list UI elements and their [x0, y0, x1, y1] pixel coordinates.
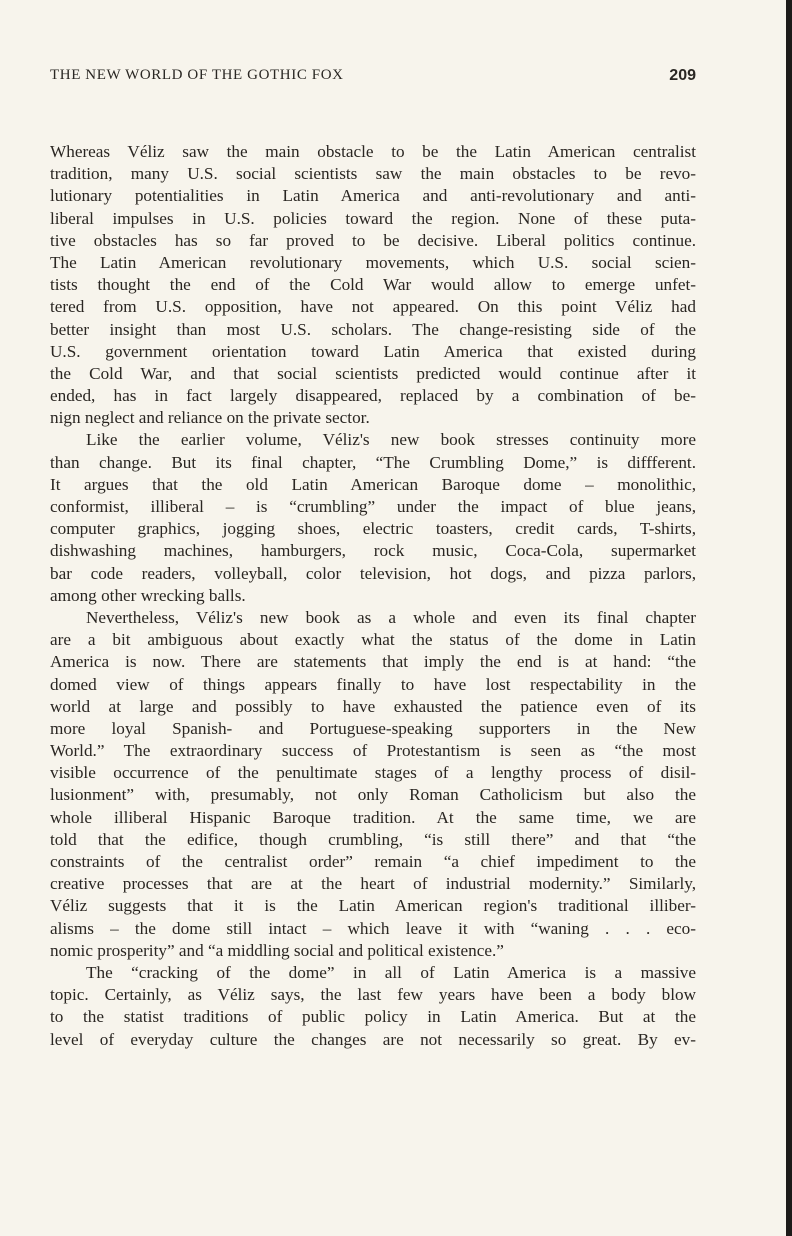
text-line: whole illiberal Hispanic Baroque tradition. At the same time, we are	[50, 807, 696, 827]
text-line: lutionary potentialities in Latin America and anti-revolutionary and anti-	[50, 186, 696, 206]
text-line: world at large and possibly to have exhausted the patience even of its	[50, 696, 696, 716]
text-line: nomic prosperity” and “a middling social and political existence.”	[50, 940, 504, 960]
paragraph-2	[50, 429, 696, 607]
text-line: more loyal Spanish- and Portuguese-speaking supporters in the New	[50, 718, 696, 738]
text-line: alisms – the dome still intact – which leave it with “waning . . . eco-	[50, 918, 696, 938]
text-line: to the statist traditions of public policy in Latin America. But at the	[50, 1007, 696, 1027]
text-line: among other wrecking balls.	[50, 585, 246, 605]
running-head-title: THE NEW WORLD OF THE GOTHIC FOX	[50, 67, 344, 83]
paragraph-4	[50, 962, 696, 1051]
text-line: told that the edifice, though crumbling, “is still there” and that “the	[50, 829, 696, 849]
paragraph-1	[50, 141, 696, 429]
text-line: conformist, illiberal – is “crumbling” under the impact of blue jeans,	[50, 497, 696, 516]
text-line: Like the earlier volume, Véliz's new book stresses continuity more	[86, 430, 696, 450]
text-line: nign neglect and reliance on the private sector.	[50, 408, 370, 428]
text-line: domed view of things appears finally to have lost respectability in the	[50, 674, 696, 694]
text-line: The “cracking of the dome” in all of Latin America is a massive	[86, 962, 696, 982]
text-line: tradition, many U.S. social scientists saw the main obstacles to be revo-	[50, 164, 696, 184]
running-head	[50, 67, 696, 89]
text-line: topic. Certainly, as Véliz says, the last few years have been a body blow	[50, 985, 696, 1005]
text-line: lusionment” with, presumably, not only Roman Catholicism but also the	[50, 785, 696, 805]
text-line: liberal impulses in U.S. policies toward the region. None of these puta-	[50, 208, 696, 228]
text-line: computer graphics, jogging shoes, electric toasters, credit cards, T-shirts,	[50, 519, 696, 539]
text-line: tive obstacles has so far proved to be decisive. Liberal politics continue.	[50, 230, 696, 250]
text-line: the Cold War, and that social scientists predicted would continue after it	[50, 363, 696, 383]
text-line: better insight than most U.S. scholars. The change-resisting side of the	[50, 319, 696, 339]
text-line: bar code readers, volleyball, color television, hot dogs, and pizza parlors,	[50, 563, 696, 583]
text-line: The Latin American revolutionary movements, which U.S. social scien-	[50, 252, 696, 272]
text-line: tered from U.S. opposition, have not appeared. On this point Véliz had	[50, 297, 696, 317]
text-line: World.” The extraordinary success of Protestantism is seen as “the most	[50, 741, 696, 761]
text-line: visible occurrence of the penultimate stages of a lengthy process of disil-	[50, 763, 696, 783]
text-line: Whereas Véliz saw the main obstacle to be the Latin American centralist	[50, 142, 696, 161]
body-text	[50, 141, 696, 1051]
text-line: Véliz suggests that it is the Latin American region's traditional illiber-	[50, 896, 696, 916]
text-line: are a bit ambiguous about exactly what the status of the dome in Latin	[50, 630, 696, 650]
text-line: tists thought the end of the Cold War would allow to emerge unfet-	[50, 275, 696, 295]
text-line: level of everyday culture the changes are not necessarily so great. By ev-	[50, 1029, 696, 1049]
text-line: It argues that the old Latin American Baroque dome – monolithic,	[50, 474, 696, 494]
text-line: U.S. government orientation toward Latin America that existed during	[50, 341, 696, 361]
page-edge	[786, 0, 792, 1236]
paragraph-3	[50, 607, 696, 962]
page-number: 209	[669, 67, 696, 84]
text-line: ended, has in fact largely disappeared, replaced by a combination of be-	[50, 386, 696, 406]
text-line: than change. But its final chapter, “The Crumbling Dome,” is diffferent.	[50, 452, 696, 472]
text-line: constraints of the centralist order” remain “a chief impediment to the	[50, 852, 696, 871]
text-line: Nevertheless, Véliz's new book as a whole and even its final chapter	[86, 607, 696, 627]
text-line: dishwashing machines, hamburgers, rock music, Coca-Cola, supermarket	[50, 541, 696, 561]
text-line: creative processes that are at the heart of industrial modernity.” Similarly,	[50, 874, 696, 894]
text-line: America is now. There are statements that imply the end is at hand: “the	[50, 652, 696, 672]
